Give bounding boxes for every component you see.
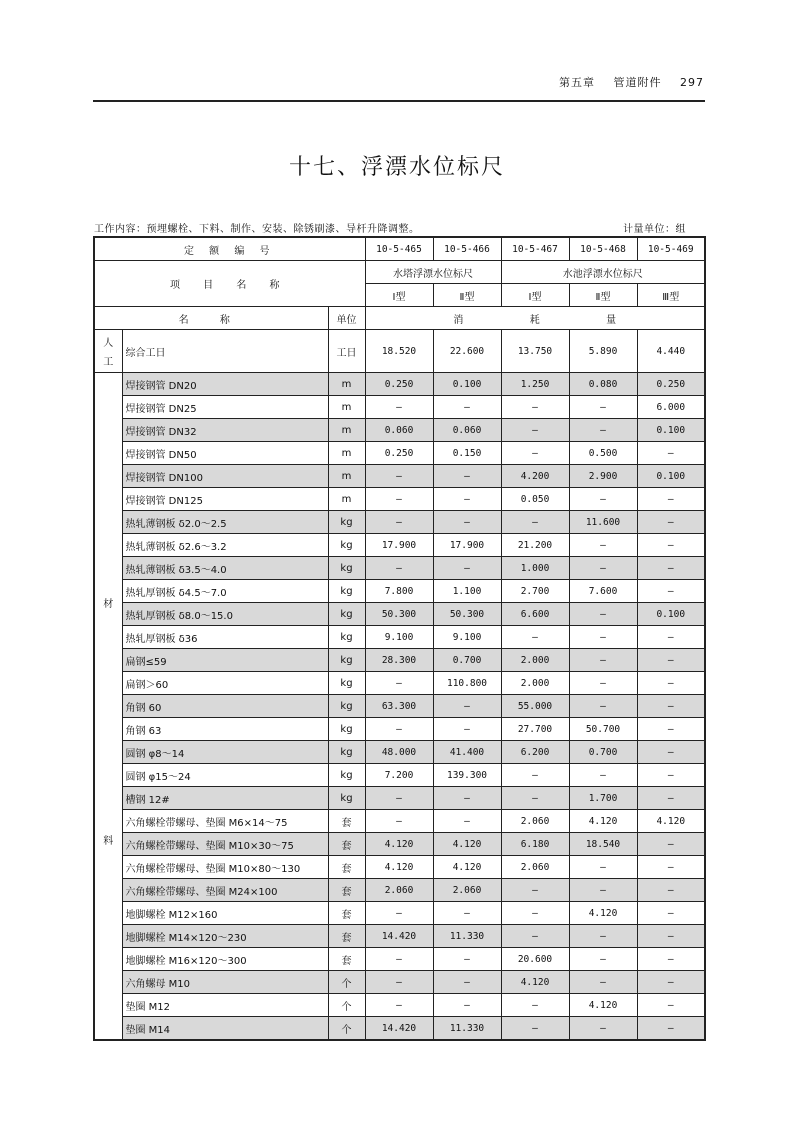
material-value: 6.600 xyxy=(501,603,569,626)
material-name: 热轧厚钢板 δ8.0～15.0 xyxy=(122,603,328,626)
material-value: — xyxy=(569,603,637,626)
material-value: — xyxy=(365,994,433,1017)
code-cell: 10-5-466 xyxy=(433,237,501,261)
material-row xyxy=(94,971,705,994)
measure-unit: 计量单位：组 xyxy=(623,224,686,235)
material-value: 0.250 xyxy=(365,442,433,465)
column-header-row xyxy=(94,307,705,330)
material-value: — xyxy=(637,511,705,534)
type-cell: Ⅱ型 xyxy=(569,284,637,307)
material-value: — xyxy=(637,580,705,603)
material-name: 焊接钢管 DN20 xyxy=(122,373,328,396)
material-value: 50.300 xyxy=(365,603,433,626)
material-value: 4.120 xyxy=(569,810,637,833)
material-unit: m xyxy=(328,465,365,488)
material-unit: kg xyxy=(328,511,365,534)
material-row xyxy=(94,465,705,488)
material-row xyxy=(94,879,705,902)
material-value: — xyxy=(569,557,637,580)
material-value: — xyxy=(433,718,501,741)
header-rule xyxy=(93,100,705,102)
material-value: — xyxy=(637,833,705,856)
type-cell: Ⅲ型 xyxy=(637,284,705,307)
material-value: 2.700 xyxy=(501,580,569,603)
type-cell: Ⅱ型 xyxy=(433,284,501,307)
material-name: 焊接钢管 DN25 xyxy=(122,396,328,419)
material-value: 4.120 xyxy=(365,833,433,856)
material-value: — xyxy=(501,994,569,1017)
material-name: 热轧薄钢板 δ3.5～4.0 xyxy=(122,557,328,580)
material-value: 7.200 xyxy=(365,764,433,787)
quota-table xyxy=(93,236,706,1041)
material-value: — xyxy=(365,511,433,534)
material-value: — xyxy=(433,994,501,1017)
material-name: 角钢 63 xyxy=(122,718,328,741)
table-body xyxy=(94,237,705,1040)
material-unit: kg xyxy=(328,764,365,787)
material-unit: kg xyxy=(328,672,365,695)
material-value: — xyxy=(569,419,637,442)
material-row xyxy=(94,534,705,557)
material-value: — xyxy=(365,396,433,419)
material-value: 21.200 xyxy=(501,534,569,557)
material-unit: 套 xyxy=(328,810,365,833)
labor-value: 13.750 xyxy=(501,330,569,373)
material-value: — xyxy=(637,971,705,994)
material-value: 11.330 xyxy=(433,925,501,948)
material-unit: 套 xyxy=(328,856,365,879)
material-value: 6.200 xyxy=(501,741,569,764)
material-value: — xyxy=(569,626,637,649)
material-value: 4.120 xyxy=(569,902,637,925)
material-value: — xyxy=(365,971,433,994)
material-value: 0.080 xyxy=(569,373,637,396)
material-value: — xyxy=(433,948,501,971)
material-value: — xyxy=(433,902,501,925)
material-row xyxy=(94,764,705,787)
material-name: 六角螺栓带螺母、垫圈 M10×80～130 xyxy=(122,856,328,879)
material-value: 0.700 xyxy=(569,741,637,764)
material-value: — xyxy=(637,994,705,1017)
material-value: 0.100 xyxy=(637,603,705,626)
material-value: 7.800 xyxy=(365,580,433,603)
material-unit: m xyxy=(328,488,365,511)
material-value: 17.900 xyxy=(365,534,433,557)
material-row xyxy=(94,603,705,626)
material-value: 0.150 xyxy=(433,442,501,465)
material-row xyxy=(94,856,705,879)
material-value: — xyxy=(569,649,637,672)
material-value: 1.700 xyxy=(569,787,637,810)
code-cell: 10-5-467 xyxy=(501,237,569,261)
material-unit: 个 xyxy=(328,994,365,1017)
material-value: — xyxy=(433,810,501,833)
material-value: 2.000 xyxy=(501,649,569,672)
material-name: 垫圈 M14 xyxy=(122,1017,328,1041)
material-unit: m xyxy=(328,373,365,396)
material-name: 扁钢＞60 xyxy=(122,672,328,695)
material-value: — xyxy=(365,718,433,741)
material-unit: kg xyxy=(328,534,365,557)
type-cell: Ⅰ型 xyxy=(501,284,569,307)
material-value: 1.100 xyxy=(433,580,501,603)
material-value: — xyxy=(365,557,433,580)
code-cell: 10-5-469 xyxy=(637,237,705,261)
material-value: 2.060 xyxy=(501,856,569,879)
material-name: 六角螺栓带螺母、垫圈 M6×14～75 xyxy=(122,810,328,833)
material-unit: kg xyxy=(328,787,365,810)
material-value: 4.120 xyxy=(501,971,569,994)
material-value: 0.100 xyxy=(433,373,501,396)
material-name: 圆钢 φ8～14 xyxy=(122,741,328,764)
material-name: 地脚螺栓 M14×120～230 xyxy=(122,925,328,948)
material-name: 槽钢 12# xyxy=(122,787,328,810)
material-value: 50.700 xyxy=(569,718,637,741)
material-value: — xyxy=(569,948,637,971)
material-unit: 个 xyxy=(328,971,365,994)
material-unit: m xyxy=(328,396,365,419)
material-value: — xyxy=(569,672,637,695)
labor-row xyxy=(94,330,705,373)
material-name: 焊接钢管 DN100 xyxy=(122,465,328,488)
code-cell: 10-5-468 xyxy=(569,237,637,261)
material-value: 9.100 xyxy=(433,626,501,649)
material-value: — xyxy=(637,718,705,741)
labor-unit: 工日 xyxy=(328,330,365,373)
material-value: 7.600 xyxy=(569,580,637,603)
group-header-pool: 水池浮漂水位标尺 xyxy=(501,261,705,284)
material-value: — xyxy=(637,626,705,649)
consumption-char: 量 xyxy=(606,314,617,326)
material-value: — xyxy=(501,419,569,442)
material-category: 材 料 xyxy=(94,373,122,1041)
material-value: 0.100 xyxy=(637,419,705,442)
group-row xyxy=(94,261,705,284)
material-value: — xyxy=(433,396,501,419)
material-name: 角钢 60 xyxy=(122,695,328,718)
material-value: — xyxy=(569,971,637,994)
labor-category: 人 工 xyxy=(94,330,122,373)
material-value: 63.300 xyxy=(365,695,433,718)
material-value: — xyxy=(433,511,501,534)
material-value: — xyxy=(637,672,705,695)
code-cell: 10-5-465 xyxy=(365,237,433,261)
material-row xyxy=(94,994,705,1017)
material-value: — xyxy=(569,695,637,718)
material-value: 20.600 xyxy=(501,948,569,971)
material-value: — xyxy=(637,902,705,925)
page-title: 十七、浮漂水位标尺 xyxy=(288,155,505,180)
material-value: — xyxy=(433,787,501,810)
material-value: — xyxy=(365,948,433,971)
material-unit: 套 xyxy=(328,833,365,856)
material-row xyxy=(94,373,705,396)
material-row xyxy=(94,511,705,534)
material-name: 热轧厚钢板 δ4.5～7.0 xyxy=(122,580,328,603)
material-value: — xyxy=(501,626,569,649)
material-value: — xyxy=(569,488,637,511)
material-value: 4.120 xyxy=(637,810,705,833)
material-value: — xyxy=(569,1017,637,1041)
material-value: — xyxy=(637,1017,705,1041)
material-value: 0.060 xyxy=(433,419,501,442)
material-value: 11.600 xyxy=(569,511,637,534)
material-value: 2.000 xyxy=(501,672,569,695)
material-value: 0.250 xyxy=(365,373,433,396)
page-number: 297 xyxy=(680,76,704,89)
material-value: 110.800 xyxy=(433,672,501,695)
material-name: 地脚螺栓 M12×160 xyxy=(122,902,328,925)
col-unit-header: 单位 xyxy=(328,307,365,330)
material-name: 热轧厚钢板 δ36 xyxy=(122,626,328,649)
material-value: 4.200 xyxy=(501,465,569,488)
consumption-char: 耗 xyxy=(529,314,540,326)
material-value: 0.060 xyxy=(365,419,433,442)
material-value: — xyxy=(637,787,705,810)
material-value: 6.000 xyxy=(637,396,705,419)
material-row xyxy=(94,810,705,833)
code-row xyxy=(94,237,705,261)
material-value: — xyxy=(433,557,501,580)
material-row xyxy=(94,787,705,810)
material-value: — xyxy=(501,925,569,948)
material-value: — xyxy=(501,879,569,902)
material-unit: kg xyxy=(328,557,365,580)
material-row xyxy=(94,488,705,511)
material-unit: 套 xyxy=(328,879,365,902)
material-name: 垫圈 M12 xyxy=(122,994,328,1017)
material-value: 17.900 xyxy=(433,534,501,557)
material-value: 55.000 xyxy=(501,695,569,718)
labor-value: 22.600 xyxy=(433,330,501,373)
material-unit: m xyxy=(328,419,365,442)
material-value: — xyxy=(365,902,433,925)
col-name-header: 名 称 xyxy=(94,307,328,330)
material-unit: 个 xyxy=(328,1017,365,1041)
material-row xyxy=(94,948,705,971)
material-unit: kg xyxy=(328,603,365,626)
material-value: 14.420 xyxy=(365,1017,433,1041)
material-value: 27.700 xyxy=(501,718,569,741)
material-value: 9.100 xyxy=(365,626,433,649)
material-value: — xyxy=(365,465,433,488)
material-value: 28.300 xyxy=(365,649,433,672)
material-value: — xyxy=(637,925,705,948)
material-value: 48.000 xyxy=(365,741,433,764)
material-value: — xyxy=(501,1017,569,1041)
material-value: — xyxy=(501,764,569,787)
material-value: — xyxy=(637,442,705,465)
material-row xyxy=(94,741,705,764)
material-unit: 套 xyxy=(328,902,365,925)
material-row xyxy=(94,419,705,442)
material-unit: 套 xyxy=(328,948,365,971)
work-content: 工作内容：预埋螺栓、下料、制作、安装、除锈刷漆、导杆升降调整。 xyxy=(94,224,420,235)
group-header-tower: 水塔浮漂水位标尺 xyxy=(365,261,501,284)
material-value: — xyxy=(637,764,705,787)
material-value: 2.060 xyxy=(433,879,501,902)
material-value: 0.100 xyxy=(637,465,705,488)
labor-value: 18.520 xyxy=(365,330,433,373)
labor-value: 5.890 xyxy=(569,330,637,373)
material-value: 4.120 xyxy=(433,856,501,879)
material-value: 2.900 xyxy=(569,465,637,488)
material-name: 六角螺母 M10 xyxy=(122,971,328,994)
running-header xyxy=(545,74,704,90)
material-row xyxy=(94,1017,705,1041)
material-value: 2.060 xyxy=(365,879,433,902)
material-value: 0.700 xyxy=(433,649,501,672)
material-unit: 套 xyxy=(328,925,365,948)
material-unit: kg xyxy=(328,741,365,764)
material-value: — xyxy=(637,879,705,902)
material-value: — xyxy=(569,764,637,787)
material-name: 六角螺栓带螺母、垫圈 M24×100 xyxy=(122,879,328,902)
material-value: 11.330 xyxy=(433,1017,501,1041)
material-row xyxy=(94,626,705,649)
material-row xyxy=(94,649,705,672)
material-name: 扁钢≤59 xyxy=(122,649,328,672)
material-value: — xyxy=(637,741,705,764)
material-value: — xyxy=(433,971,501,994)
labor-value: 4.440 xyxy=(637,330,705,373)
material-row xyxy=(94,833,705,856)
material-row xyxy=(94,902,705,925)
consumption-char: 消 xyxy=(453,314,464,326)
material-value: — xyxy=(433,695,501,718)
consumption-header xyxy=(365,307,705,330)
material-value: — xyxy=(637,488,705,511)
material-value: — xyxy=(501,902,569,925)
material-name: 焊接钢管 DN50 xyxy=(122,442,328,465)
material-value: — xyxy=(569,396,637,419)
material-value: 6.180 xyxy=(501,833,569,856)
material-value: — xyxy=(569,879,637,902)
material-value: — xyxy=(637,695,705,718)
material-name: 热轧薄钢板 δ2.6～3.2 xyxy=(122,534,328,557)
material-value: — xyxy=(433,488,501,511)
material-value: — xyxy=(569,856,637,879)
material-value: — xyxy=(637,948,705,971)
material-value: 18.540 xyxy=(569,833,637,856)
material-name: 地脚螺栓 M16×120～300 xyxy=(122,948,328,971)
material-value: 139.300 xyxy=(433,764,501,787)
material-name: 六角螺栓带螺母、垫圈 M10×30～75 xyxy=(122,833,328,856)
material-name: 焊接钢管 DN32 xyxy=(122,419,328,442)
material-unit: kg xyxy=(328,695,365,718)
section-label: 管道附件 xyxy=(613,76,662,89)
material-value: 0.500 xyxy=(569,442,637,465)
material-row xyxy=(94,557,705,580)
quota-label: 定 额 编 号 xyxy=(94,237,365,261)
material-value: 4.120 xyxy=(365,856,433,879)
material-value: 0.050 xyxy=(501,488,569,511)
material-name: 热轧薄钢板 δ2.0～2.5 xyxy=(122,511,328,534)
material-row xyxy=(94,718,705,741)
material-unit: kg xyxy=(328,580,365,603)
material-value: 14.420 xyxy=(365,925,433,948)
material-value: 1.000 xyxy=(501,557,569,580)
material-unit: kg xyxy=(328,649,365,672)
material-value: 4.120 xyxy=(569,994,637,1017)
material-row xyxy=(94,396,705,419)
material-value: — xyxy=(501,511,569,534)
material-value: — xyxy=(637,856,705,879)
material-value: 4.120 xyxy=(433,833,501,856)
material-value: 2.060 xyxy=(501,810,569,833)
material-value: 0.250 xyxy=(637,373,705,396)
item-name-label: 项 目 名 称 xyxy=(94,261,365,307)
material-value: — xyxy=(365,787,433,810)
material-unit: kg xyxy=(328,718,365,741)
material-value: — xyxy=(569,534,637,557)
material-value: 1.250 xyxy=(501,373,569,396)
material-name: 圆钢 φ15～24 xyxy=(122,764,328,787)
material-value: — xyxy=(501,442,569,465)
material-value: — xyxy=(637,534,705,557)
material-row xyxy=(94,925,705,948)
material-row xyxy=(94,695,705,718)
chapter-label: 第五章 xyxy=(559,76,595,89)
material-row xyxy=(94,672,705,695)
material-value: — xyxy=(637,557,705,580)
material-unit: kg xyxy=(328,626,365,649)
material-unit: m xyxy=(328,442,365,465)
material-row xyxy=(94,442,705,465)
material-row xyxy=(94,580,705,603)
labor-name: 综合工日 xyxy=(122,330,328,373)
material-value: — xyxy=(637,649,705,672)
material-value: 50.300 xyxy=(433,603,501,626)
material-value: 41.400 xyxy=(433,741,501,764)
material-name: 焊接钢管 DN125 xyxy=(122,488,328,511)
material-value: — xyxy=(569,925,637,948)
material-value: — xyxy=(365,672,433,695)
material-value: — xyxy=(365,488,433,511)
material-value: — xyxy=(501,787,569,810)
material-value: — xyxy=(501,396,569,419)
material-value: — xyxy=(433,465,501,488)
type-cell: Ⅰ型 xyxy=(365,284,433,307)
material-value: — xyxy=(365,810,433,833)
